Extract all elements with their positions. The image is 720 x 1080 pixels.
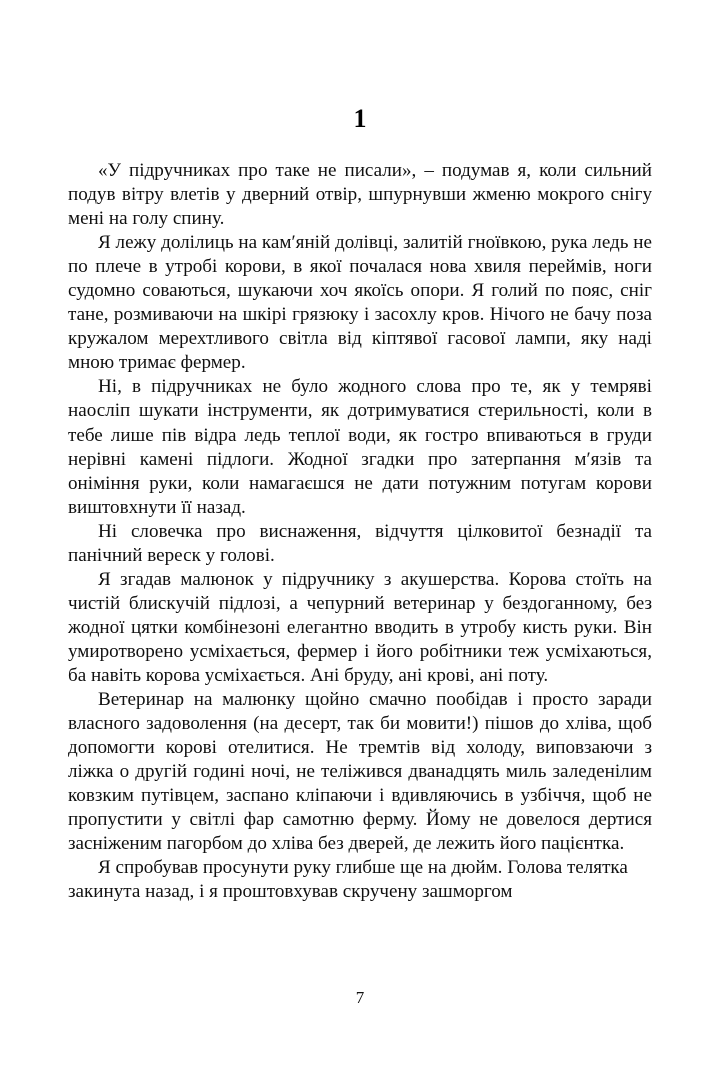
paragraph: Я спробував просунути руку глибше ще на дюйм. Голова телятка закинута назад, і я проштовхував скручену зашморгом	[68, 857, 628, 903]
body-text-block	[68, 159, 652, 904]
paragraph: Я згадав малюнок у підручнику з акушерства. Корова стоїть на чистій блискучій підлозі, а чепурний ветеринар у бездоганному, без жодної цятки комбінезоні елегантно вводить в утробу кисть руки. Він умиротворено усміхається, фермер і його робітники теж усміхаються, ба навіть корова усміхається. Ані бруду, ані крові, ані поту.	[68, 568, 652, 686]
page-number: 7	[355, 988, 365, 1007]
paragraph: Ні словечка про виснаження, відчуття цілковитої безнадії та панічний вереск у голові.	[68, 520, 652, 566]
paragraph: Ветеринар на малюнку щойно смачно пообідав і просто заради власного задоволення (на десерт, так би мовити!) пішов до хліва, щоб допомогти корові отелитися. Не тремтів від холоду, виповзаючи з ліжка о другій годині ночі, не теліжився дванадцять миль заледенілим ковзким путівцем, заспано кліпаючи і вдивляючись в узбіччя, щоб не пропустити у світлі фар самотню ферму. Йому не довелося дертися засніженим пагорбом до хліва без дверей, де лежить його пацієнтка.	[68, 689, 652, 855]
paragraph: «У підручниках про таке не писали», – подумав я, коли сильний подув вітру влетів у дверний отвір, шпурнувши жменю мокрого снігу мені на голу спину.	[68, 160, 652, 230]
chapter-number-heading: 1	[353, 104, 367, 133]
paragraph: Ні, в підручниках не було жодного слова про те, як у темряві наосліп шукати інструменти, як дотримуватися стерильності, коли в тебе лише пів відра ледь теплої води, як гостро впиваються в груди нерівні камені підлоги. Жодної згадки про затерпання м′язів та оніміння руки, коли намагаєшся не дати потужним потугам корови виштовхнути її назад.	[68, 376, 652, 518]
paragraph: Я лежу долілиць на кам′яній долівці, залитій гноївкою, рука ледь не по плече в утробі корови, в якої почалася нова хвиля переймів, ноги судомно соваються, шукаючи хоч якоїсь опори. Я голий по пояс, сніг тане, розмиваючи на шкірі грязюку і засохлу кров. Нічого не бачу поза кружалом мерехтливого світла від кіптявої гасової лампи, яку наді мною тримає фермер.	[68, 232, 652, 374]
text-column	[68, 104, 652, 904]
